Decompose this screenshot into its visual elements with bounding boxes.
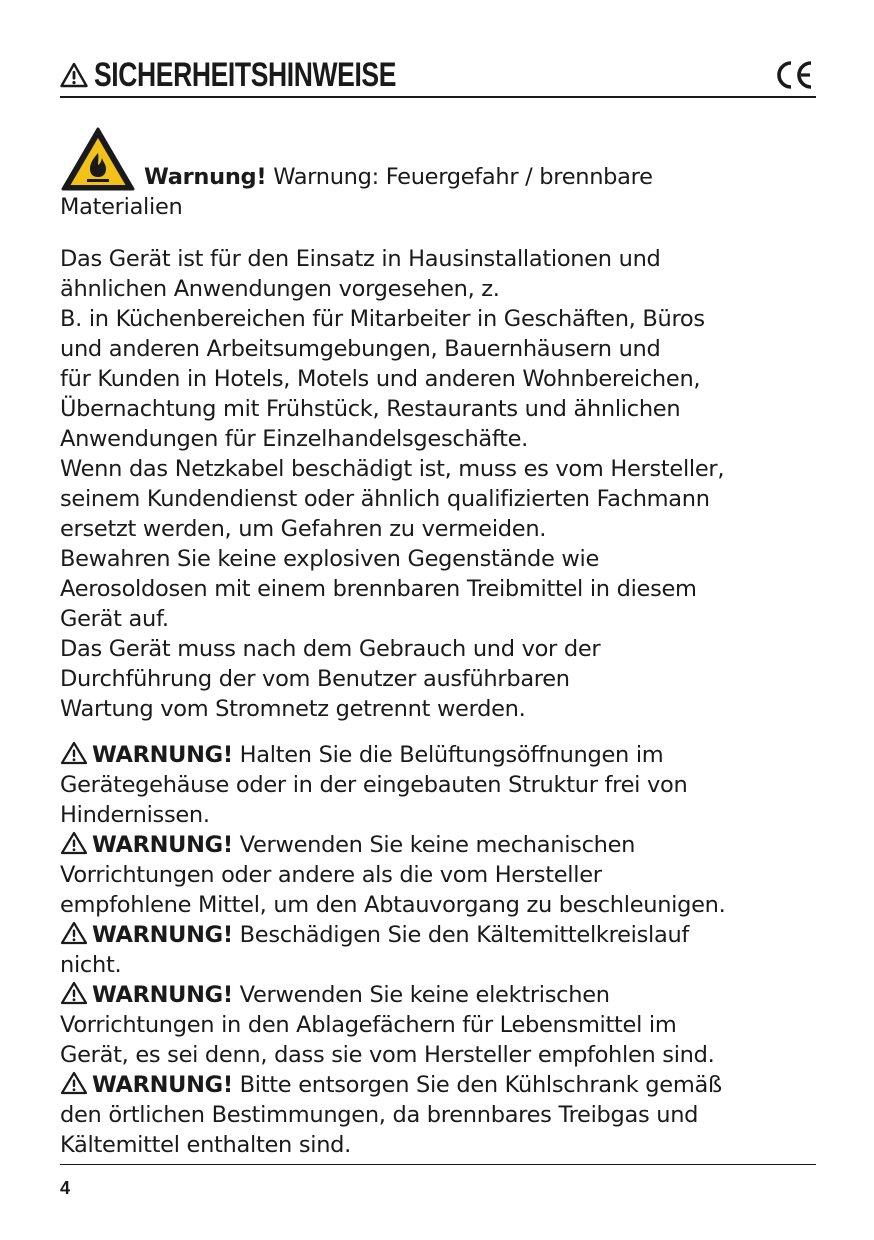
warning-triangle-icon <box>60 831 88 855</box>
warning-triangle-icon <box>60 741 88 765</box>
warning-item <box>60 920 816 980</box>
text-line: den örtlichen Bestimmungen, da brennbares Treibgas und <box>60 1102 699 1128</box>
fire-warning-text: Warnung: Feuergefahr / brennbare <box>273 164 653 190</box>
page-number: 4 <box>60 1178 71 1198</box>
text-line: Kältemittel enthalten sind. <box>60 1132 351 1158</box>
warning-label: WARNUNG! <box>92 982 233 1008</box>
text-line: empfohlene Mittel, um den Abtauvorgang zu beschleunigen. <box>60 892 726 918</box>
ce-mark-icon <box>774 58 814 92</box>
fire-warning-text-cont: Materialien <box>60 194 183 220</box>
warnings-list <box>60 740 816 1160</box>
text-line: Vorrichtungen in den Ablagefächern für Lebensmittel im <box>60 1012 677 1038</box>
text-line: Durchführung der vom Benutzer ausführbaren <box>60 666 570 692</box>
warning-triangle-icon <box>60 1071 88 1095</box>
manual-page <box>60 54 816 1160</box>
text-line: Gerät, es sei denn, dass sie vom Hersteller empfohlen sind. <box>60 1042 715 1068</box>
text-line: Aerosoldosen mit einem brennbaren Treibmittel in diesem <box>60 576 697 602</box>
text-line: nicht. <box>60 952 122 978</box>
warning-triangle-icon <box>60 921 88 945</box>
intro-paragraph <box>60 244 816 724</box>
warning-triangle-icon <box>60 981 88 1005</box>
warning-item <box>60 740 816 830</box>
warning-text: Halten Sie die Belüftungsöffnungen im <box>239 742 664 768</box>
footer-divider <box>60 1164 816 1165</box>
warning-label: WARNUNG! <box>92 832 233 858</box>
text-line: und anderen Arbeitsumgebungen, Bauernhäusern und <box>60 336 661 362</box>
warning-item <box>60 1070 816 1160</box>
text-line: Anwendungen für Einzelhandelsgeschäfte. <box>60 426 529 452</box>
text-line: ähnlichen Anwendungen vorgesehen, z. <box>60 276 500 302</box>
fire-warning <box>60 126 816 222</box>
text-line: Gerät auf. <box>60 606 169 632</box>
warning-text: Verwenden Sie keine elektrischen <box>239 982 610 1008</box>
text-line: Vorrichtungen oder andere als die vom Hersteller <box>60 862 602 888</box>
text-line: Übernachtung mit Frühstück, Restaurants und ähnlichen <box>60 396 681 422</box>
section-header <box>60 54 816 98</box>
text-line: seinem Kundendienst oder ähnlich qualifizierten Fachmann <box>60 486 710 512</box>
warning-label: WARNUNG! <box>92 922 233 948</box>
text-line: Wenn das Netzkabel beschädigt ist, muss es vom Hersteller, <box>60 456 725 482</box>
text-line: Wartung vom Stromnetz getrennt werden. <box>60 696 526 722</box>
warning-text: Bitte entsorgen Sie den Kühlschrank gemäß <box>239 1072 722 1098</box>
flammable-material-warning-icon <box>60 126 136 192</box>
warning-text: Beschädigen Sie den Kältemittelkreislauf <box>239 922 690 948</box>
warning-triangle-icon <box>60 62 88 88</box>
fire-warning-label: Warnung! <box>144 164 267 190</box>
text-line: Hindernissen. <box>60 802 210 828</box>
text-line: Das Gerät muss nach dem Gebrauch und vor der <box>60 636 601 662</box>
warning-label: WARNUNG! <box>92 1072 233 1098</box>
text-line: für Kunden in Hotels, Motels und anderen Wohnbereichen, <box>60 366 701 392</box>
section-title-text: SICHERHEITSHINWEISE <box>94 56 397 94</box>
warning-item <box>60 830 816 920</box>
text-line: Gerätegehäuse oder in der eingebauten Struktur frei von <box>60 772 688 798</box>
warning-label: WARNUNG! <box>92 742 233 768</box>
text-line: B. in Küchenbereichen für Mitarbeiter in Geschäften, Büros <box>60 306 705 332</box>
section-title <box>60 56 481 94</box>
text-line: Das Gerät ist für den Einsatz in Hausinstallationen und <box>60 246 661 272</box>
text-line: Bewahren Sie keine explosiven Gegenstände wie <box>60 546 599 572</box>
text-line: ersetzt werden, um Gefahren zu vermeiden. <box>60 516 547 542</box>
warning-item <box>60 980 816 1070</box>
warning-text: Verwenden Sie keine mechanischen <box>239 832 636 858</box>
